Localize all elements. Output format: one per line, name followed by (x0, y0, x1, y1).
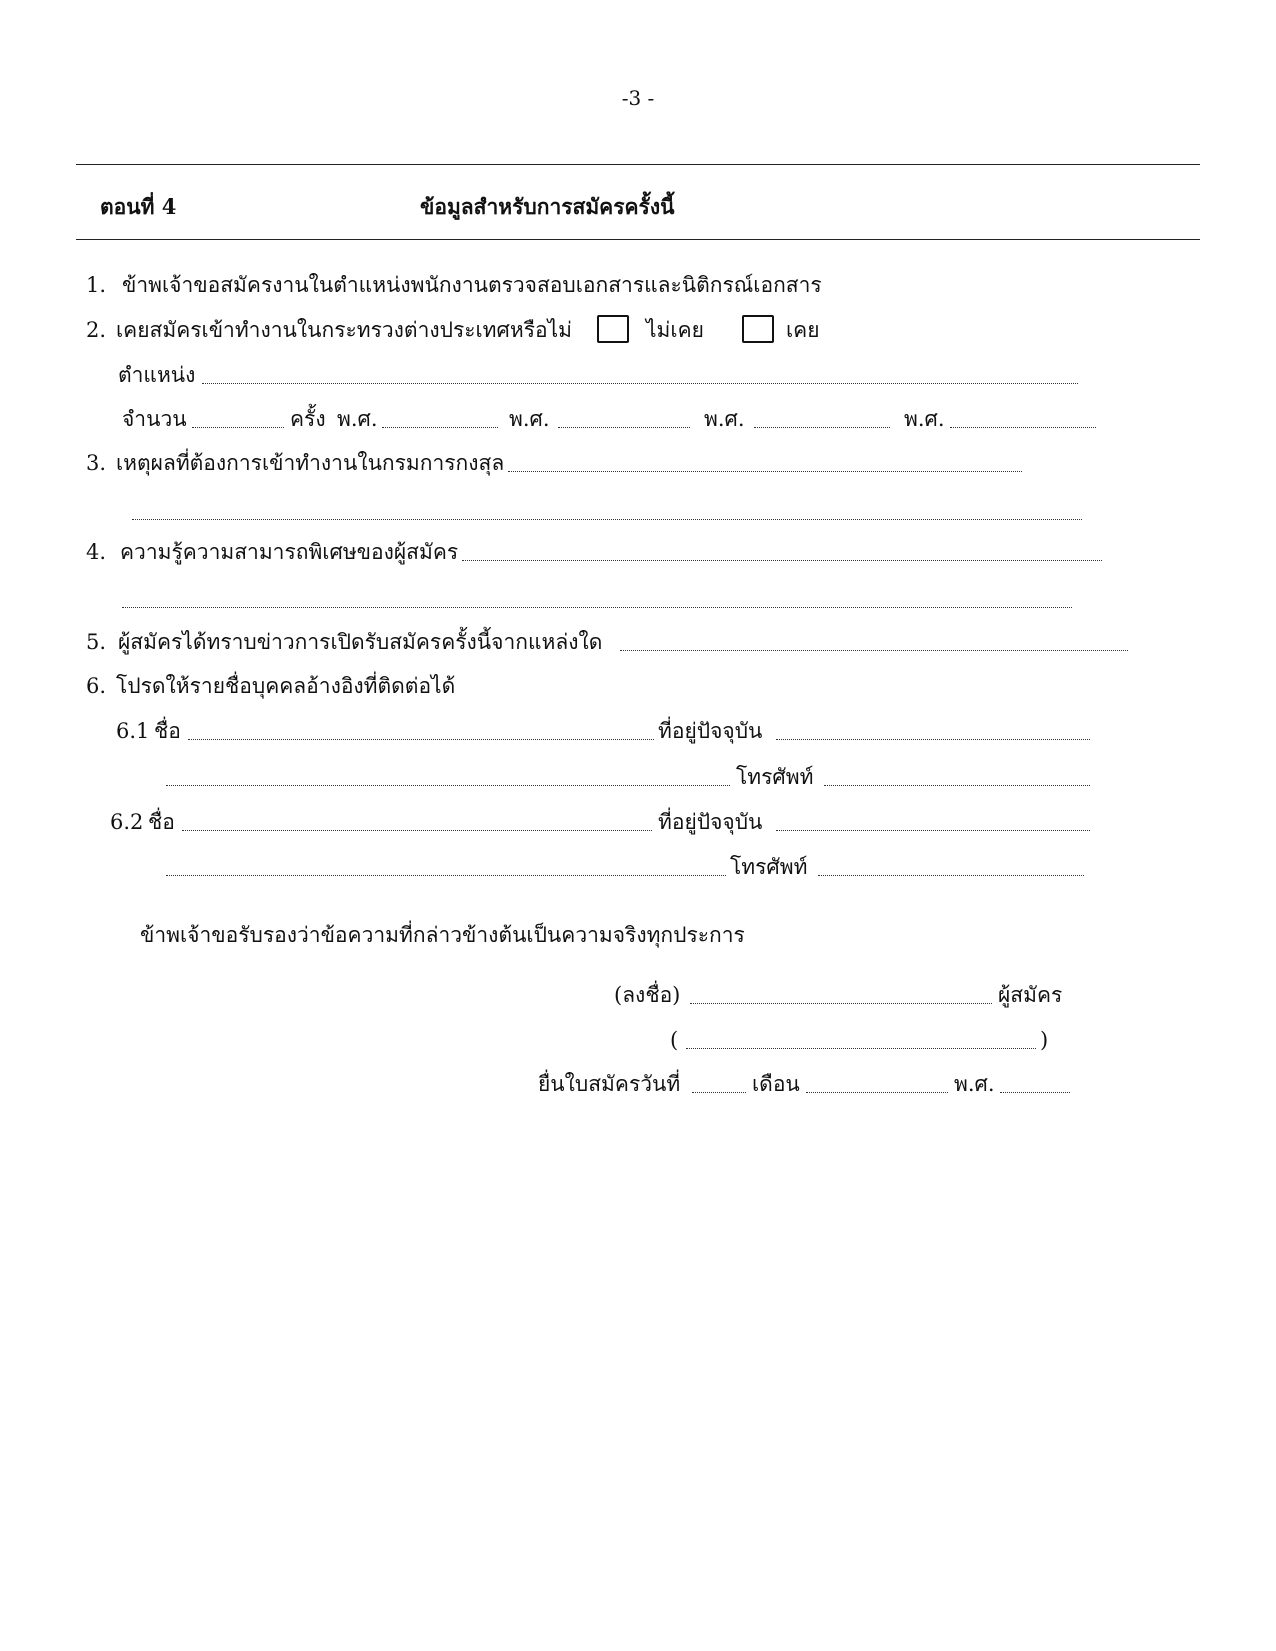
page-number: -3 - (621, 86, 655, 110)
reference-2-phone-label: โทรศัพท์ (730, 855, 808, 879)
submission-year-label: พ.ศ. (954, 1072, 995, 1096)
day-field[interactable] (692, 1092, 746, 1093)
paren-close: ) (1040, 1028, 1049, 1052)
ever-applied-checkbox[interactable] (742, 315, 774, 343)
item-4-continuation (0, 585, 1276, 615)
header-top-rule (76, 164, 1200, 165)
count-label: จำนวน (122, 407, 187, 431)
count-field[interactable] (192, 427, 284, 428)
year-field-4[interactable] (950, 427, 1096, 428)
reason-field-line-1[interactable] (508, 471, 1022, 472)
item-3-number: 3. (86, 451, 107, 475)
section-title: ข้อมูลสำหรับการสมัครครั้งนี้ (420, 194, 675, 219)
reference-1-address-field-2[interactable] (166, 785, 730, 786)
position-field[interactable] (202, 383, 1078, 384)
year-label-2: พ.ศ. (509, 407, 550, 431)
ever-applied-label: เคย (786, 318, 820, 342)
item-3-text: เหตุผลที่ต้องการเข้าทำงานในกรมการกงสุล (116, 451, 505, 475)
submission-date-row (0, 1070, 1276, 1100)
item-1-text: ข้าพเจ้าขอสมัครงานในตำแหน่งพนักงานตรวจสอบเอกสารและนิติกรณ์เอกสาร (122, 273, 822, 297)
reference-1-address-field[interactable] (776, 739, 1090, 740)
never-applied-label: ไม่เคย (646, 318, 704, 342)
item-2 (0, 316, 1276, 346)
certification-statement: ข้าพเจ้าขอรับรองว่าข้อความที่กล่าวข้างต้นเป็นความจริงทุกประการ (140, 923, 745, 947)
year-field-1[interactable] (382, 427, 498, 428)
reference-2-phone-row (0, 853, 1276, 883)
month-field[interactable] (806, 1092, 948, 1093)
reference-2-number: 6.2 (110, 810, 144, 834)
printed-name-field[interactable] (686, 1048, 1036, 1049)
item-1-number: 1. (86, 273, 107, 297)
item-3-continuation (0, 497, 1276, 527)
item-2-text: เคยสมัครเข้าทำงานในกระทรวงต่างประเทศหรือไม่ (116, 318, 572, 342)
times-label: ครั้ง (290, 407, 326, 431)
year-field-2[interactable] (558, 427, 690, 428)
section-label: ตอนที่ 4 (100, 194, 177, 219)
header-bottom-rule (76, 239, 1200, 240)
never-applied-checkbox[interactable] (597, 315, 629, 343)
reference-1-name-field[interactable] (188, 739, 654, 740)
year-label-1: พ.ศ. (337, 407, 378, 431)
reference-1-address-label: ที่อยู่ปัจจุบัน (658, 719, 763, 743)
position-label: ตำแหน่ง (118, 363, 196, 387)
item-4-number: 4. (86, 540, 107, 564)
reference-2-name-field[interactable] (182, 830, 652, 831)
item-5 (0, 628, 1276, 658)
skills-field-line-1[interactable] (462, 560, 1102, 561)
applicant-label: ผู้สมัคร (998, 983, 1063, 1007)
item-5-text: ผู้สมัครได้ทราบข่าวการเปิดรับสมัครครั้งนี้จากแหล่งใด (118, 630, 603, 654)
item-2-number: 2. (86, 318, 107, 342)
reference-1-phone-label: โทรศัพท์ (736, 765, 814, 789)
item-4 (0, 538, 1276, 568)
reference-1-phone-field[interactable] (824, 785, 1090, 786)
news-source-field[interactable] (620, 650, 1128, 651)
reference-2-name-row (0, 808, 1276, 838)
item-4-text: ความรู้ความสามารถพิเศษของผู้สมัคร (120, 540, 459, 564)
submission-year-field[interactable] (1000, 1092, 1070, 1093)
date-label: ยื่นใบสมัครวันที่ (538, 1072, 681, 1096)
signature-row (0, 981, 1276, 1011)
month-label: เดือน (752, 1072, 800, 1096)
reference-1-number: 6.1 (116, 719, 150, 743)
year-field-3[interactable] (754, 427, 890, 428)
item-2-position-row (0, 361, 1276, 391)
reference-1-phone-row (0, 763, 1276, 793)
item-2-count-row (0, 405, 1276, 435)
signature-field[interactable] (690, 1003, 992, 1004)
reason-field-line-2[interactable] (132, 519, 1082, 520)
skills-field-line-2[interactable] (122, 607, 1072, 608)
reference-2-address-field-2[interactable] (166, 875, 726, 876)
paren-open: ( (670, 1028, 679, 1052)
printed-name-row (0, 1026, 1276, 1056)
reference-1-name-label: ชื่อ (154, 719, 181, 743)
reference-2-phone-field[interactable] (818, 875, 1084, 876)
year-label-4: พ.ศ. (904, 407, 945, 431)
year-label-3: พ.ศ. (704, 407, 745, 431)
item-5-number: 5. (86, 630, 107, 654)
reference-2-address-field[interactable] (776, 830, 1090, 831)
reference-2-name-label: ชื่อ (148, 810, 175, 834)
reference-1-name-row (0, 717, 1276, 747)
item-3 (0, 449, 1276, 479)
item-6-text: โปรดให้รายชื่อบุคคลอ้างอิงที่ติดต่อได้ (116, 674, 456, 698)
item-1 (0, 271, 1276, 301)
reference-2-address-label: ที่อยู่ปัจจุบัน (658, 810, 763, 834)
item-6-number: 6. (86, 674, 107, 698)
sign-label: (ลงชื่อ) (614, 983, 681, 1007)
item-6 (0, 672, 1276, 702)
certification-statement-row (0, 921, 1276, 951)
